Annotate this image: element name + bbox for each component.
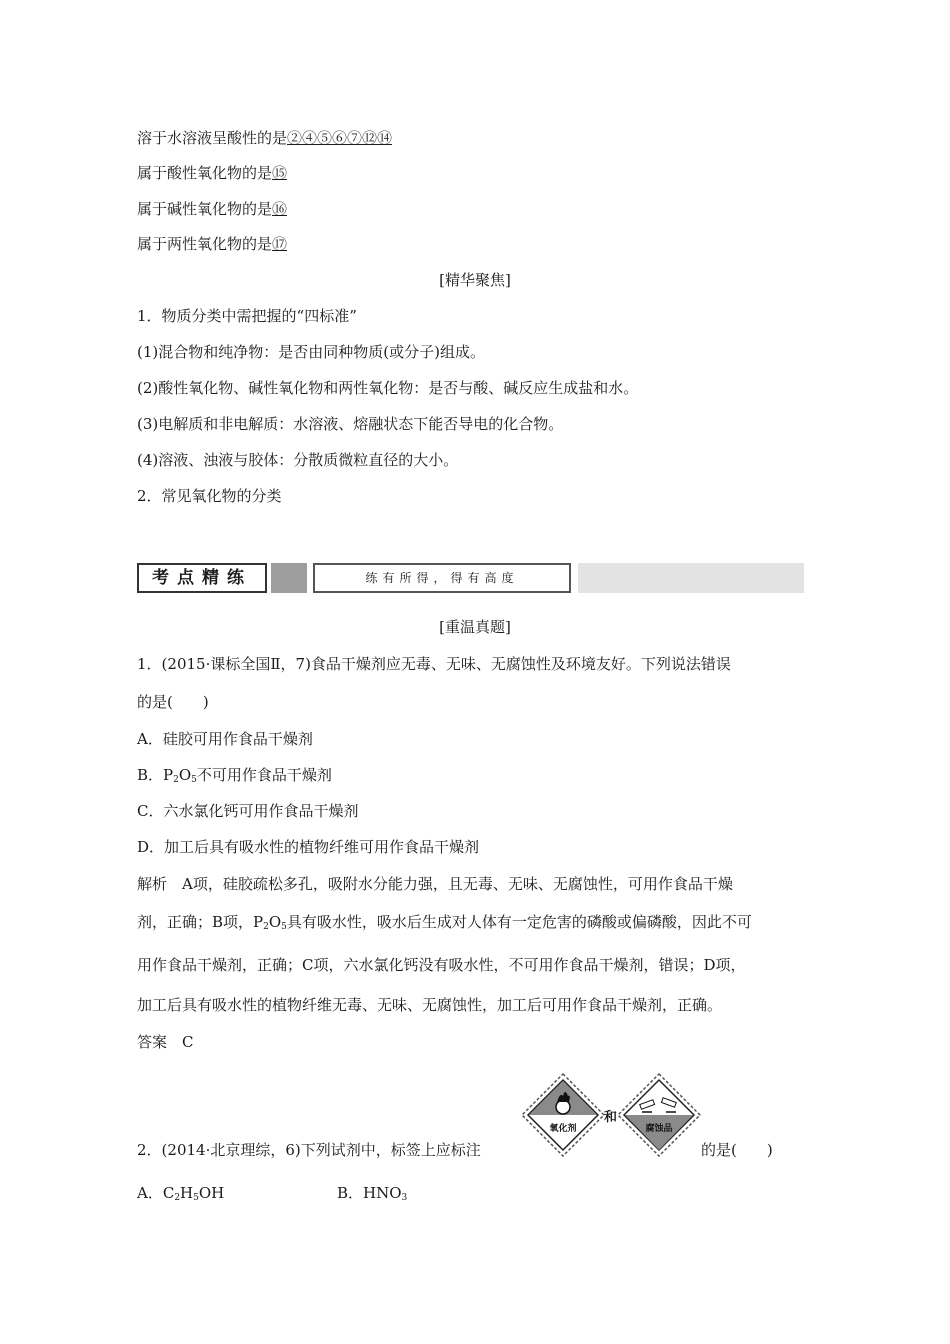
text: B．HNO: [337, 1184, 402, 1202]
text: O: [268, 913, 282, 931]
subscript: 5: [191, 775, 197, 785]
text: A．C: [137, 1184, 175, 1202]
explanation-line: 加工后具有吸水性的植物纤维无毒、无味、无腐蚀性，加工后可用作食品干燥剂，正确。: [137, 996, 723, 1014]
line-prefix: 属于碱性氧化物的是: [137, 200, 273, 218]
explanation-line: 用作食品干燥剂，正确；C项，六水氯化钙没有吸水性，不可用作食品干燥剂，错误；D项，: [137, 956, 746, 974]
banner-gray-block: [271, 563, 307, 593]
question-1-option-c: C．六水氯化钙可用作食品干燥剂: [137, 802, 359, 820]
and-label: 和: [604, 1110, 618, 1125]
line-prefix: 溶于水溶液呈酸性的是: [137, 129, 288, 147]
line-prefix: 属于酸性氧化物的是: [137, 164, 273, 182]
subscript: 2: [174, 1193, 181, 1203]
focus-paragraph: (4)溶液、浊液与胶体：分散质微粒直径的大小。: [137, 451, 459, 469]
banner-light-bar: [578, 563, 804, 593]
subscript: 5: [193, 1193, 199, 1203]
text: 剂，正确；B项，P: [137, 913, 264, 931]
focus-paragraph: 1．物质分类中需把握的“四标准”: [137, 307, 357, 325]
corrosive-sign-icon: [616, 1072, 702, 1158]
question-2-option-b: [337, 1183, 407, 1208]
explanation-line: [137, 912, 752, 937]
oxidizer-label: 氧化剂: [549, 1124, 577, 1134]
question-1-option-b: [137, 765, 332, 790]
banner-title: 考点精练: [137, 563, 267, 593]
line-answer: ⑮: [272, 164, 288, 182]
text: OH: [198, 1184, 225, 1202]
focus-heading: [精华聚焦]: [439, 271, 511, 289]
subscript: 2: [173, 775, 179, 785]
text: O: [178, 766, 192, 784]
answer-line-acidic-oxide: [137, 163, 287, 183]
banner-motto: 练有所得，得有高度: [313, 563, 571, 593]
explanation-line: 解析 A项，硅胶疏松多孔，吸附水分能力强，且无毒、无味、无腐蚀性，可用作食品干燥: [137, 875, 733, 893]
text: 不可用作食品干燥剂: [196, 766, 332, 784]
answer-line-basic-oxide: [137, 199, 287, 219]
corrosive-label: 腐蚀品: [645, 1124, 673, 1134]
question-2-stem-end: 的是( ): [701, 1141, 773, 1159]
question-2-option-a: [137, 1183, 224, 1208]
line-answer: ②④⑤⑥⑦⑫⑭: [287, 129, 393, 147]
question-1-option-a: A．硅胶可用作食品干燥剂: [137, 730, 313, 748]
text: 具有吸水性，吸水后生成对人体有一定危害的磷酸或偏磷酸，因此不可: [286, 913, 752, 931]
oxidizer-sign-icon: [520, 1072, 606, 1158]
review-heading: [重温真题]: [439, 618, 511, 636]
question-2-stem: [137, 1140, 481, 1160]
line-answer: ⑰: [272, 235, 288, 253]
line-prefix: 属于两性氧化物的是: [137, 235, 273, 253]
focus-paragraph: (1)混合物和纯净物：是否由同种物质(或分子)组成。: [137, 343, 485, 361]
question-1-stem: 1．(2015·课标全国Ⅱ，7)食品干燥剂应无毒、无味、无腐蚀性及环境友好。下列说法错误: [137, 655, 731, 673]
text: B．P: [137, 766, 174, 784]
line-answer: ⑯: [272, 200, 288, 218]
subscript: 5: [281, 922, 287, 932]
text: H: [180, 1184, 194, 1202]
focus-paragraph: 2．常见氧化物的分类: [137, 487, 282, 505]
answer-line-amphoteric-oxide: [137, 234, 287, 254]
hazard-signs: [520, 1072, 700, 1158]
question-1-option-d: D．加工后具有吸水性的植物纤维可用作食品干燥剂: [137, 838, 480, 856]
focus-paragraph: (2)酸性氧化物、碱性氧化物和两性氧化物：是否与酸、碱反应生成盐和水。: [137, 379, 639, 397]
answer-line-acidic-solution: [137, 128, 392, 148]
subscript: 2: [263, 922, 269, 932]
question-1-stem-cont: 的是( ): [137, 693, 209, 711]
subscript: 3: [401, 1193, 408, 1203]
text: 2．(2014·北京理综，6)下列试剂中，标签上应标注: [137, 1141, 481, 1159]
focus-paragraph: (3)电解质和非电解质：水溶液、熔融状态下能否导电的化合物。: [137, 415, 564, 433]
answer-text: 答案 C: [137, 1033, 194, 1051]
